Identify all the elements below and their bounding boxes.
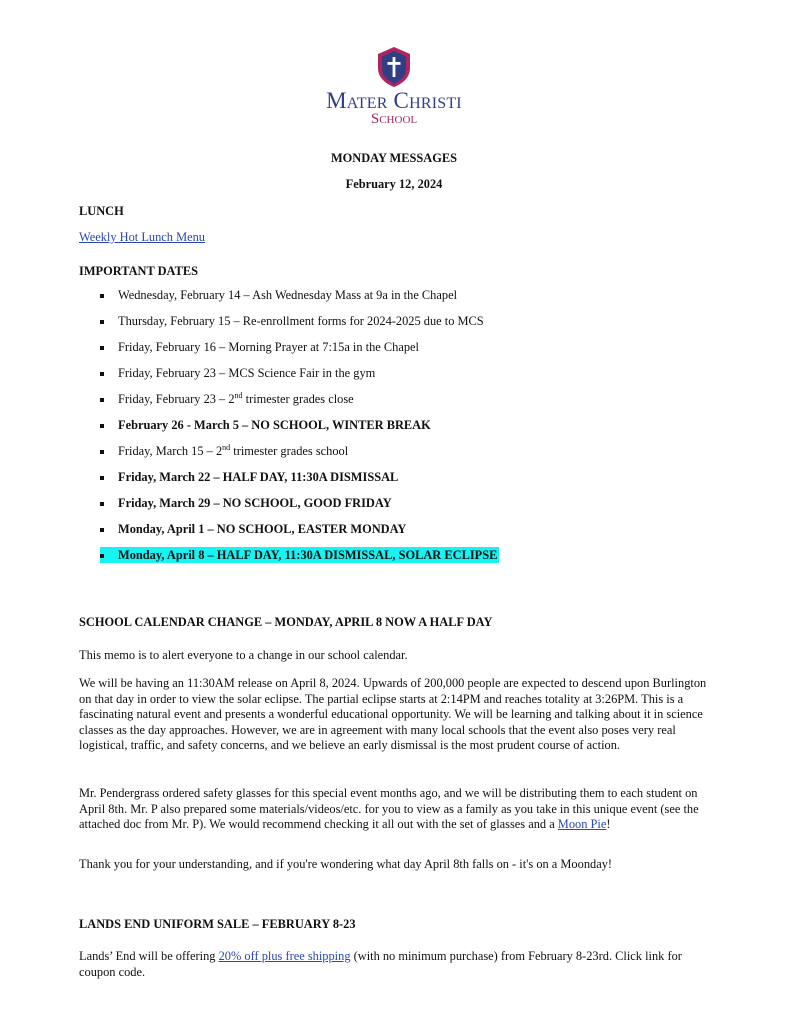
school-logo [0, 46, 788, 128]
calendar-change-p1: This memo is to alert everyone to a change in our school calendar. [79, 648, 408, 662]
moon-pie-link[interactable]: Moon Pie [557, 817, 607, 831]
list-item: February 26 - March 5 – NO SCHOOL, WINTER BREAK [100, 418, 499, 444]
list-item: Friday, February 16 – Morning Prayer at 7:15a in the Chapel [100, 340, 499, 366]
highlight-mark: Monday, April 8 – HALF DAY, 11:30A DISMISSAL, SOLAR ECLIPSE [100, 547, 499, 563]
calendar-change-heading: SCHOOL CALENDAR CHANGE – MONDAY, APRIL 8 NOW A HALF DAY [79, 615, 493, 629]
uniform-sale-p: Lands’ End will be offering 20% off plus free shipping (with no minimum purchase) from February 8-23rd. Click link for coupon code. [79, 949, 682, 979]
list-item: Friday, March 29 – NO SCHOOL, GOOD FRIDAY [100, 496, 499, 522]
list-item: Friday, March 22 – HALF DAY, 11:30A DISMISSAL [100, 470, 499, 496]
list-item: Monday, April 1 – NO SCHOOL, EASTER MONDAY [100, 522, 499, 548]
list-item: Thursday, February 15 – Re-enrollment forms for 2024-2025 due to MCS [100, 314, 499, 340]
highlighted-list-item [100, 548, 499, 574]
logo-school: School [370, 111, 418, 127]
shield-cross-icon [377, 46, 411, 88]
calendar-change-p2: We will be having an 11:30AM release on April 8, 2024. Upwards of 200,000 people are expected to descend upon Burlington on that day in order to view the solar eclipse. The partial eclipse starts at 2:14PM and reaches totality at 3:26PM. This is a fascinating natural event and presents a wonderful educational opportunity. We will be learning and talking about it in science classes as the day approaches. However, we are in agreement with many local schools that the event also poses very real logistical, traffic, and safety concerns, and we believe an early dismissal is the most prudent course of action. [79, 676, 707, 752]
page-date: February 12, 2024 [345, 177, 443, 191]
lunch-menu-link[interactable]: Weekly Hot Lunch Menu [79, 230, 205, 244]
lunch-heading: LUNCH [79, 204, 124, 218]
list-item: Friday, February 23 – MCS Science Fair in the gym [100, 366, 499, 392]
calendar-change-p3: Mr. Pendergrass ordered safety glasses for this special event months ago, and we will be distributing them to each student on April 8th. Mr. P also prepared some materials/videos/etc. for you to view as a family as you take in this unique event (see the attached doc from Mr. P). We would recommend checking it all out with the set of glasses and a Moon Pie! [79, 786, 699, 831]
list-item: Friday, March 15 – 2nd trimester grades school [100, 444, 499, 470]
list-item: Friday, February 23 – 2nd trimester grades close [100, 392, 499, 418]
calendar-change-p4: Thank you for your understanding, and if you're wondering what day April 8th falls on - it's on a Moonday! [79, 857, 613, 871]
discount-link[interactable]: 20% off plus free shipping [218, 949, 351, 963]
important-dates-list [100, 288, 499, 574]
uniform-sale-heading: LANDS END UNIFORM SALE – FEBRUARY 8-23 [79, 917, 356, 931]
logo-name: Mater Christi [326, 88, 462, 113]
list-item: Wednesday, February 14 – Ash Wednesday Mass at 9a in the Chapel [100, 288, 499, 314]
important-dates-heading: IMPORTANT DATES [79, 264, 199, 278]
page-title: MONDAY MESSAGES [330, 151, 458, 165]
